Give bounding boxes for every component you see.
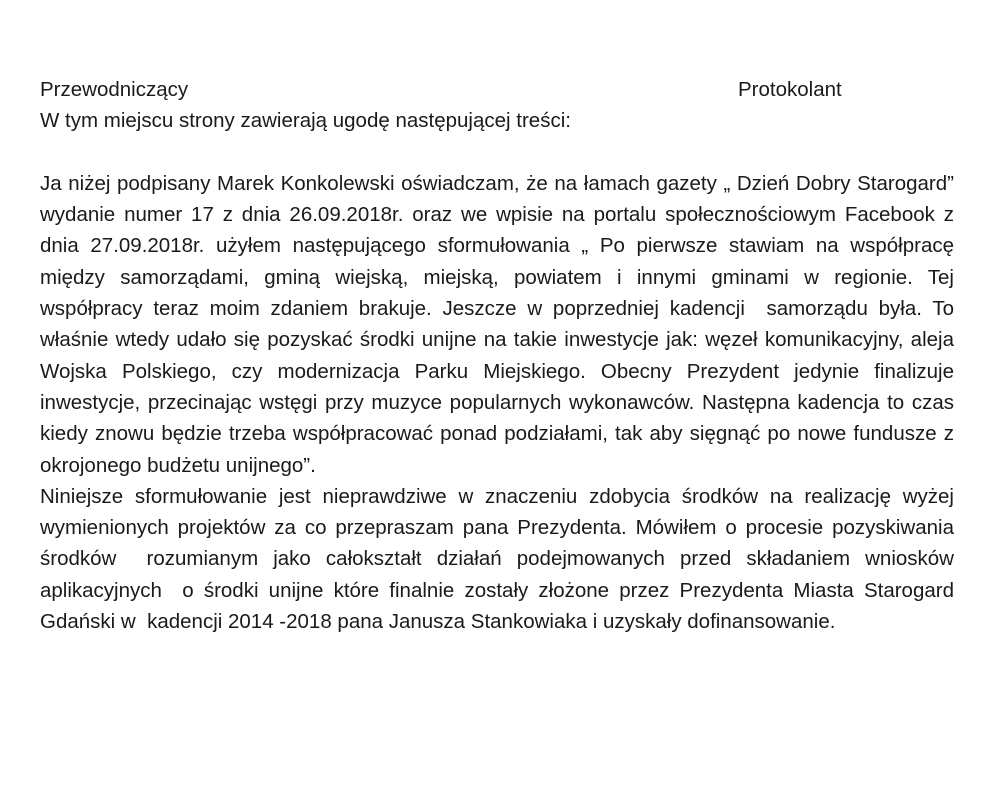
chairman-label: Przewodniczący bbox=[40, 78, 189, 101]
apology-paragraph: Niniejsze sformułowanie jest nieprawdziwe w znaczeniu zdobycia środków na realizację wyżej wymienionych projektów za co przepraszam pana Prezydenta. Mówiłem o procesie pozyskiwania środków rozumianym jako całokształt działań podejmowanych przed składaniem wniosków aplikacyjnych o środki unijne które finalnie zostały złożone przez Prezydenta Miasta Starogard Gdański w kadencji 2014 -2018 pana Janusza Stankowiaka i uzyskały dofinansowanie. bbox=[40, 484, 960, 634]
statement-paragraph: Ja niżej podpisany Marek Konkolewski oświadczam, że na łamach gazety „ Dzień Dobry Starogard” wydanie numer 17 z dnia 26.09.2018r. oraz we wpisie na portalu społecznościowym Facebook z dnia 27.09.2018r. użyłem następującego sformułowania „ Po pierwsze stawiam na współpracę między samorządami, gminą wiejską, miejską, powiatem i innymi gminami w regionie. Tej współpracy teraz moim zdaniem brakuje. Jeszcze w poprzedniej kadencji samorządu była. To właśnie wtedy udało się pozyskać środki unijne na takie inwestycje jak: węzeł komunikacyjny, aleja Wojska Polskiego, czy modernizacja Parku Miejskiego. Obecny Prezydent jedynie finalizuje inwestycje, przecinając wstęgi przy muzyce popularnych wykonawców. Następna kadencja to czas kiedy znowu będzie trzeba współpracować ponad podziałami, tak aby sięgnąć po nowe fundusze z okrojonego budżetu unijnego”. bbox=[40, 171, 960, 477]
intro-line: W tym miejscu strony zawierają ugodę następującej treści: bbox=[40, 109, 571, 133]
blank-line bbox=[40, 137, 954, 168]
document-page bbox=[40, 74, 960, 637]
recorder-label: Protokolant bbox=[738, 78, 842, 101]
signature-header bbox=[40, 74, 954, 105]
